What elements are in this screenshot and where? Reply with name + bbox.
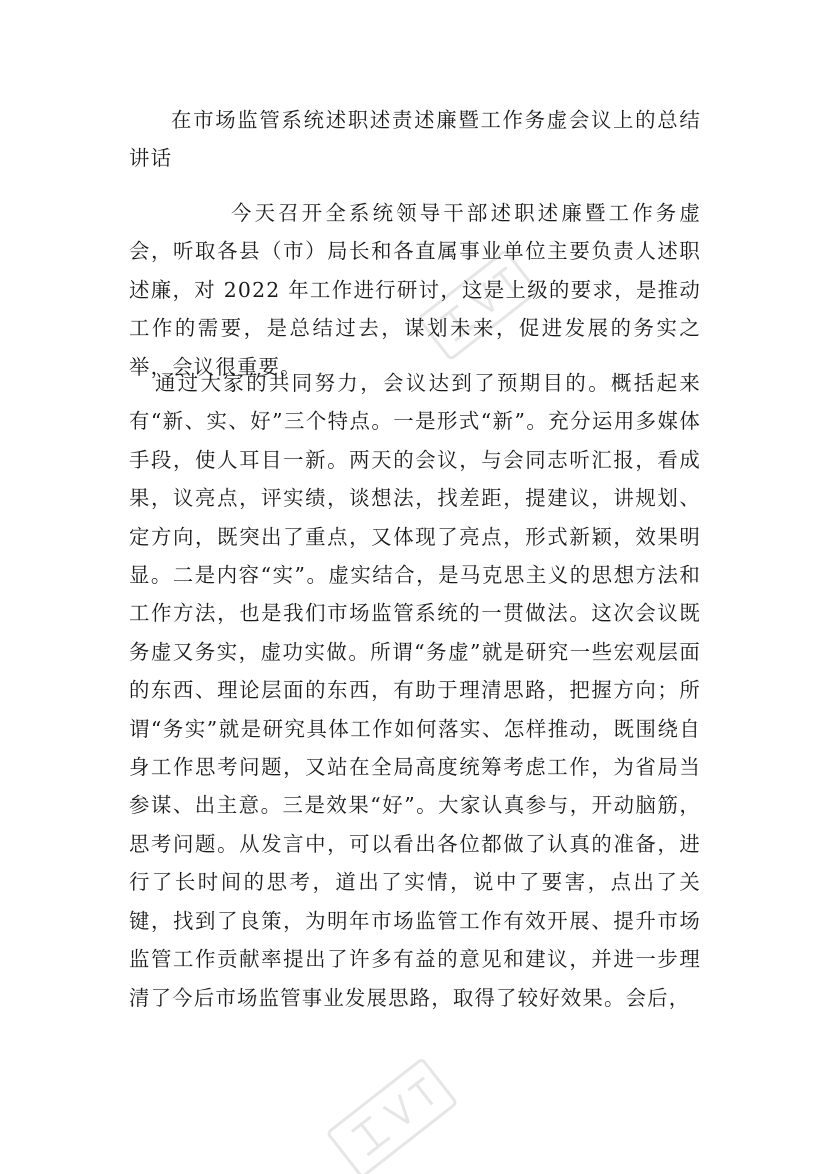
document-title: 在市场监管系统述职述责述廉暨工作务虚会议上的总结讲话 — [129, 108, 701, 171]
paragraph-intro: 今天召开全系统领导干部述职述廉暨工作务虚会，听取各县（市）局长和各直属事业单位主要负责人述职述廉，对 2022 年工作进行研讨，这是上级的要求，是推动工作的需要，是总结过去，谋划未来，促进发展的务实之举，会议很重要。 — [129, 201, 701, 379]
paragraph-summary: 通过大家的共同努力，会议达到了预期目的。概括起来有“新、实、好”三个特点。一是形式“新”。充分运用多媒体手段，使人耳目一新。两天的会议，与会同志听汇报，看成果，议亮点，评实绩，谈想法，找差距，提建议，讲规划、定方向，既突出了重点，又体现了亮点，形式新颖，效果明显。二是内容“实”。虚实结合，是马克思主义的思想方法和工作方法，也是我们市场监管系统的一贯做法。这次会议既务虚又务实，虚功实做。所谓“务虚”就是研究一些宏观层面的东西、理论层面的东西，有助于理清思路，把握方向；所谓“务实”就是研究具体工作如何落实、怎样推动，既围绕自身工作思考问题，又站在全局高度统筹考虑工作，为省局当参谋、出主意。三是效果“好”。大家认真参与，开动脑筋，思考问题。从发言中，可以看出各位都做了认真的准备，进行了长时间的思考，道出了实情，说中了要害，点出了关键，找到了良策，为明年市场监管工作有效开展、提升市场监管工作贡献率提出了许多有益的意见和建议，并进一步理清了今后市场监管事业发展思路，取得了较好效果。会后， — [129, 371, 701, 1010]
